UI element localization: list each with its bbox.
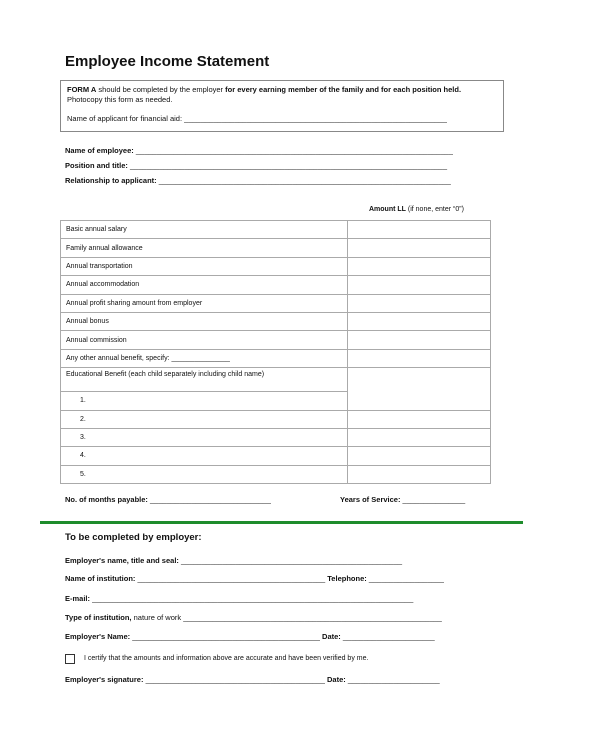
table-row bbox=[61, 465, 491, 483]
months-payable-field[interactable]: No. of months payable: _____________________________ bbox=[65, 495, 271, 504]
table-row bbox=[61, 410, 491, 428]
employer-name-title-seal-field[interactable]: Employer's name, title and seal: _____________________________________________________ bbox=[65, 556, 403, 565]
employer-signature-field[interactable]: Employer's signature: ___________________________________________ Date: ______________________ bbox=[65, 675, 440, 684]
amount-cell[interactable] bbox=[348, 239, 491, 257]
employer-name-field[interactable]: Employer's Name: _____________________________________________ Date: ______________________ bbox=[65, 632, 435, 641]
employer-section-heading: To be completed by employer: bbox=[65, 532, 202, 543]
institution-field[interactable]: Name of institution: _____________________________________________ Telephone: __________________ bbox=[65, 574, 444, 583]
amount-cell[interactable] bbox=[348, 410, 491, 428]
date-label: Date: bbox=[319, 632, 343, 641]
row-label: Annual profit sharing amount from employer bbox=[61, 294, 348, 312]
table-row bbox=[61, 221, 491, 239]
date-label: Date: bbox=[324, 675, 348, 684]
amount-cell[interactable] bbox=[348, 368, 491, 410]
telephone-input[interactable]: __________________ bbox=[368, 574, 444, 583]
table-row bbox=[61, 349, 491, 367]
table-row bbox=[61, 428, 491, 446]
table-row bbox=[61, 294, 491, 312]
row-label: Basic annual salary bbox=[61, 221, 348, 239]
instructions-box bbox=[60, 80, 504, 132]
table-row bbox=[61, 276, 491, 294]
institution-type-field[interactable]: Type of institution, nature of work ______________________________________________________________ bbox=[65, 613, 442, 622]
applicant-line[interactable]: Name of applicant for financial aid: _______________________________________________________________ bbox=[67, 114, 447, 123]
amount-cell[interactable] bbox=[348, 349, 491, 367]
child-item[interactable]: 3. bbox=[61, 428, 348, 446]
row-label[interactable]: Any other annual benefit, specify: _______________ bbox=[61, 349, 348, 367]
employee-name-field[interactable]: Name of employee: ____________________________________________________________________________ bbox=[65, 146, 453, 155]
page-title: Employee Income Statement bbox=[65, 53, 270, 70]
relationship-field[interactable]: Relationship to applicant: ______________________________________________________________________ bbox=[65, 176, 451, 185]
amount-cell[interactable] bbox=[348, 465, 491, 483]
income-table bbox=[60, 220, 491, 484]
amount-cell[interactable] bbox=[348, 447, 491, 465]
child-item[interactable]: 1. bbox=[61, 392, 348, 410]
form-label: FORM A bbox=[67, 85, 97, 94]
row-label: Annual commission bbox=[61, 331, 348, 349]
row-label: Annual transportation bbox=[61, 257, 348, 275]
table-row bbox=[61, 312, 491, 330]
amount-cell[interactable] bbox=[348, 276, 491, 294]
instructions-text: FORM A should be completed by the employer for every earning member of the family and for each position held. Photocopy this form as needed. bbox=[67, 85, 462, 104]
table-row bbox=[61, 368, 491, 392]
amount-cell[interactable] bbox=[348, 221, 491, 239]
educational-benefit-label: Educational Benefit (each child separately including child name) bbox=[61, 368, 348, 392]
amount-cell[interactable] bbox=[348, 294, 491, 312]
amount-cell[interactable] bbox=[348, 331, 491, 349]
amount-cell[interactable] bbox=[348, 312, 491, 330]
years-service-field[interactable]: Years of Service: _______________ bbox=[340, 495, 466, 504]
amount-column-header: Amount LL (if none, enter “0”) bbox=[369, 206, 464, 213]
date-input[interactable]: ______________________ bbox=[347, 675, 440, 684]
table-row bbox=[61, 257, 491, 275]
child-item[interactable]: 2. bbox=[61, 410, 348, 428]
date-input[interactable]: ______________________ bbox=[342, 632, 435, 641]
amount-cell[interactable] bbox=[348, 257, 491, 275]
amount-cell[interactable] bbox=[348, 428, 491, 446]
child-item[interactable]: 4. bbox=[61, 447, 348, 465]
section-divider bbox=[40, 521, 523, 524]
child-item[interactable]: 5. bbox=[61, 465, 348, 483]
row-label: Annual bonus bbox=[61, 312, 348, 330]
position-title-field[interactable]: Position and title: ____________________________________________________________________________ bbox=[65, 161, 448, 170]
table-row bbox=[61, 447, 491, 465]
table-row bbox=[61, 331, 491, 349]
table-row bbox=[61, 239, 491, 257]
certify-text: I certify that the amounts and information above are accurate and have been verified by me. bbox=[84, 655, 369, 662]
row-label: Family annual allowance bbox=[61, 239, 348, 257]
certify-checkbox[interactable] bbox=[65, 654, 75, 664]
telephone-label: Telephone: bbox=[325, 574, 369, 583]
email-field[interactable]: E-mail: _____________________________________________________________________________ bbox=[65, 594, 414, 603]
row-label: Annual accommodation bbox=[61, 276, 348, 294]
